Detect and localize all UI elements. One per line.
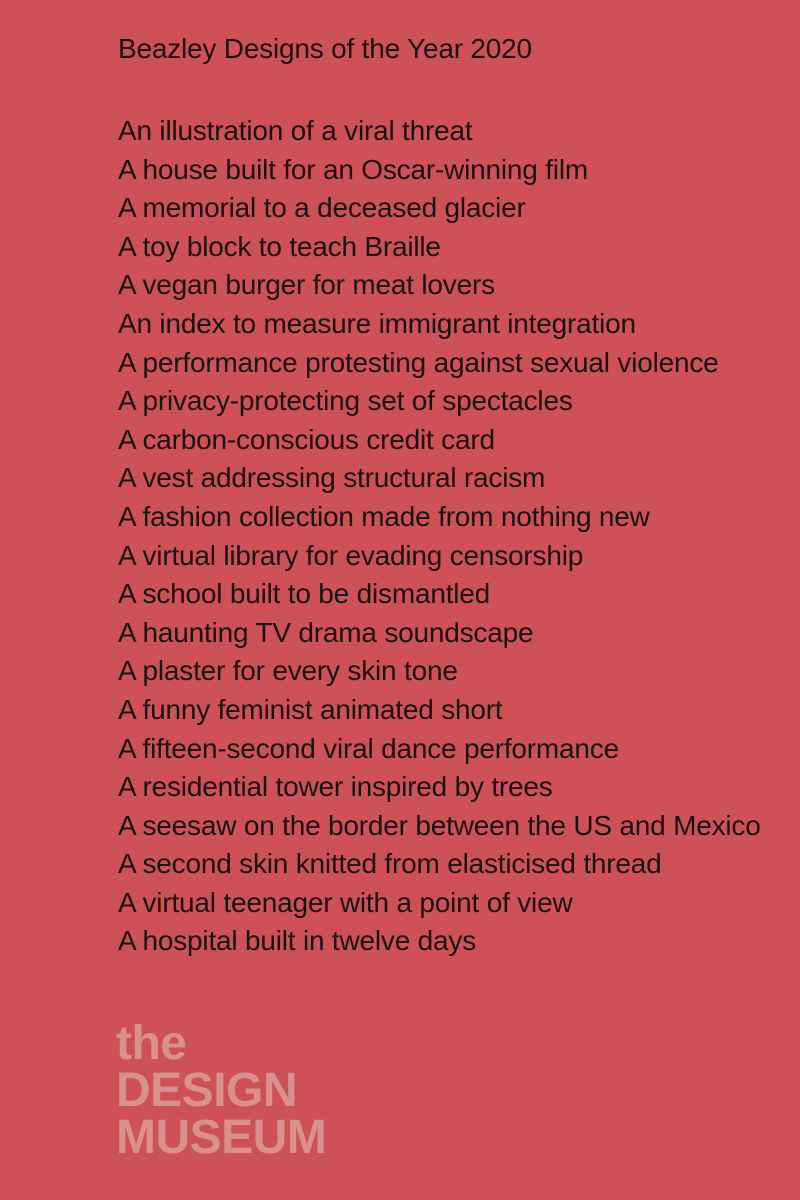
list-item: A second skin knitted from elasticised thread <box>118 848 662 880</box>
design-list <box>118 112 761 961</box>
list-item: A performance protesting against sexual violence <box>118 346 719 378</box>
poster-title: Beazley Designs of the Year 2020 <box>118 33 532 64</box>
logo-line-the: the <box>116 1017 187 1070</box>
logo-line-design: DESIGN <box>116 1064 298 1117</box>
list-item: A virtual teenager with a point of view <box>118 886 573 918</box>
list-item: An index to measure immigrant integration <box>118 307 636 339</box>
list-item: A funny feminist animated short <box>118 693 503 725</box>
list-item: A toy block to teach Braille <box>118 230 441 262</box>
list-item: A residential tower inspired by trees <box>118 771 553 803</box>
list-item: A vest addressing structural racism <box>118 462 546 494</box>
list-item: An illustration of a viral threat <box>118 115 473 146</box>
list-item: A carbon-conscious credit card <box>118 423 495 455</box>
list-item: A seesaw on the border between the US and Mexico <box>118 809 761 841</box>
list-item: A privacy-protecting set of spectacles <box>118 385 573 417</box>
list-item: A school built to be dismantled <box>118 578 491 610</box>
list-item: A hospital built in twelve days <box>118 925 477 957</box>
logo-line-museum: MUSEUM <box>116 1111 327 1164</box>
list-item: A haunting TV drama soundscape <box>118 616 534 648</box>
list-item: A house built for an Oscar-winning film <box>118 153 588 185</box>
design-museum-logo <box>116 1017 327 1164</box>
list-item: A fifteen-second viral dance performance <box>118 732 619 764</box>
list-item: A fashion collection made from nothing new <box>118 500 650 532</box>
list-item: A memorial to a deceased glacier <box>118 192 526 224</box>
list-item: A plaster for every skin tone <box>118 655 458 687</box>
list-item: A vegan burger for meat lovers <box>118 269 495 301</box>
list-item: A virtual library for evading censorship <box>118 539 584 571</box>
